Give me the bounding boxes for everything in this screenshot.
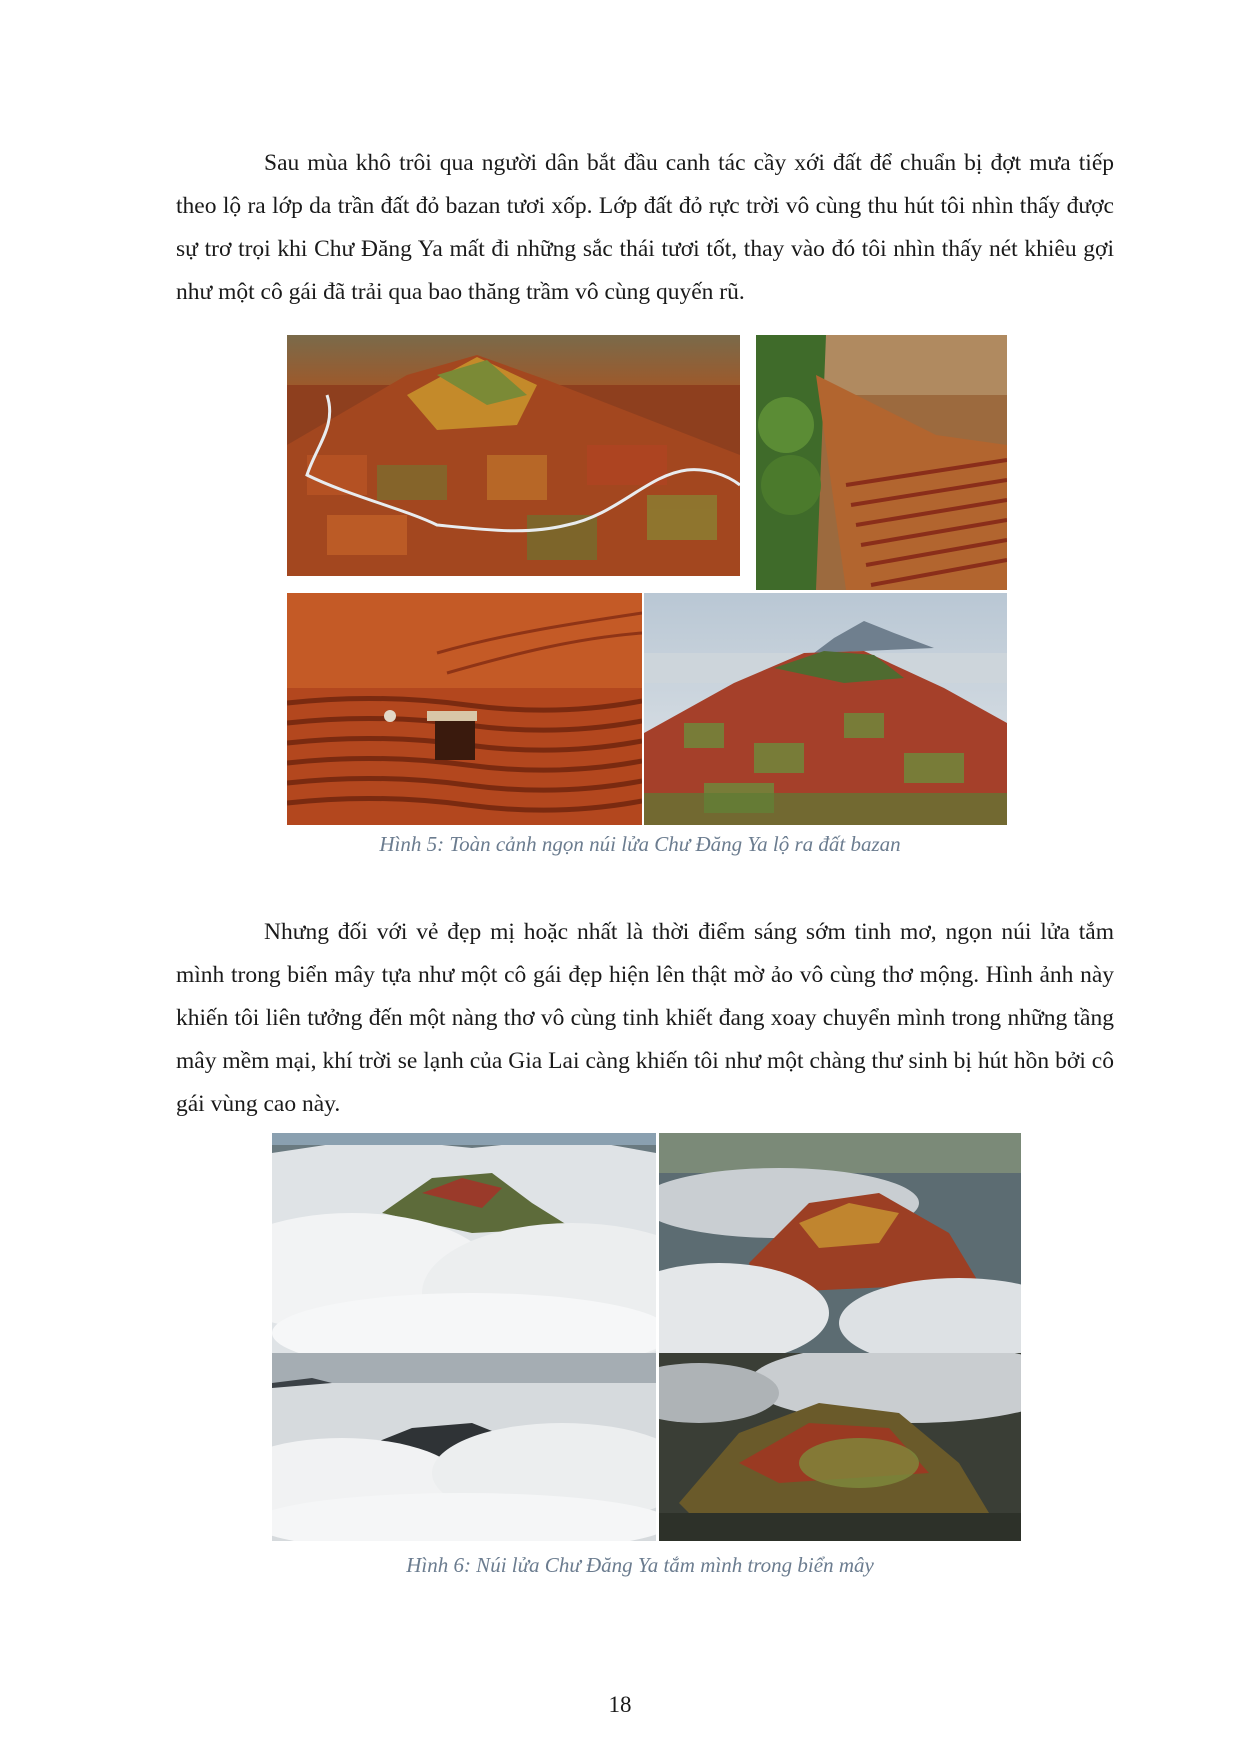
- page-number: 18: [608, 1692, 632, 1717]
- figure-6-caption: Hình 6: Núi lửa Chư Đăng Ya tắm mình trong biển mây: [406, 1553, 874, 1577]
- body-paragraph-2: Nhưng đối với vẻ đẹp mị hoặc nhất là thời điểm sáng sớm tinh mơ, ngọn núi lửa tắm mình trong biển mây tựa như một cô gái đẹp hiện lên thật mờ ảo vô cùng thơ mộng. Hình ảnh này khiến tôi liên tưởng đến một nàng thơ vô cùng tinh khiết đang xoay chuyển mình trong những tầng mây mềm mại, khí trời se lạnh của Gia Lai càng khiến tôi như một chàng thư sinh bị hút hồn bởi cô gái vùng cao này.: [176, 919, 1114, 1117]
- photo-volcano-in-clouds-2: [659, 1133, 1021, 1353]
- photo-volcano-in-clouds-1: [272, 1133, 656, 1353]
- photo-crater-rim-red-rows: [756, 335, 1007, 590]
- figure-5-caption: Hình 5: Toàn cảnh ngọn núi lửa Chư Đăng Ya lộ ra đất bazan: [379, 832, 901, 856]
- body-paragraph-1: Sau mùa khô trôi qua người dân bắt đầu canh tác cầy xới đất để chuẩn bị đợt mưa tiếp theo lộ ra lớp da trần đất đỏ bazan tươi xốp. Lớp đất đỏ rực trời vô cùng thu hút tôi nhìn thấy được sự trơ trọi khi Chư Đăng Ya mất đi những sắc thái tươi tốt, thay vào đó tôi nhìn thấy nét khiêu gợi như một cô gái đã trải qua bao thăng trầm vô cùng quyến rũ.: [176, 150, 1114, 305]
- photo-farmer-plowing-red-soil: [287, 593, 642, 825]
- photo-volcano-in-clouds-3: [272, 1353, 656, 1541]
- photo-volcano-aerial-fields: [287, 335, 740, 576]
- photo-volcano-in-clouds-4: [659, 1353, 1021, 1541]
- photo-volcano-patchwork-fields: [644, 593, 1007, 825]
